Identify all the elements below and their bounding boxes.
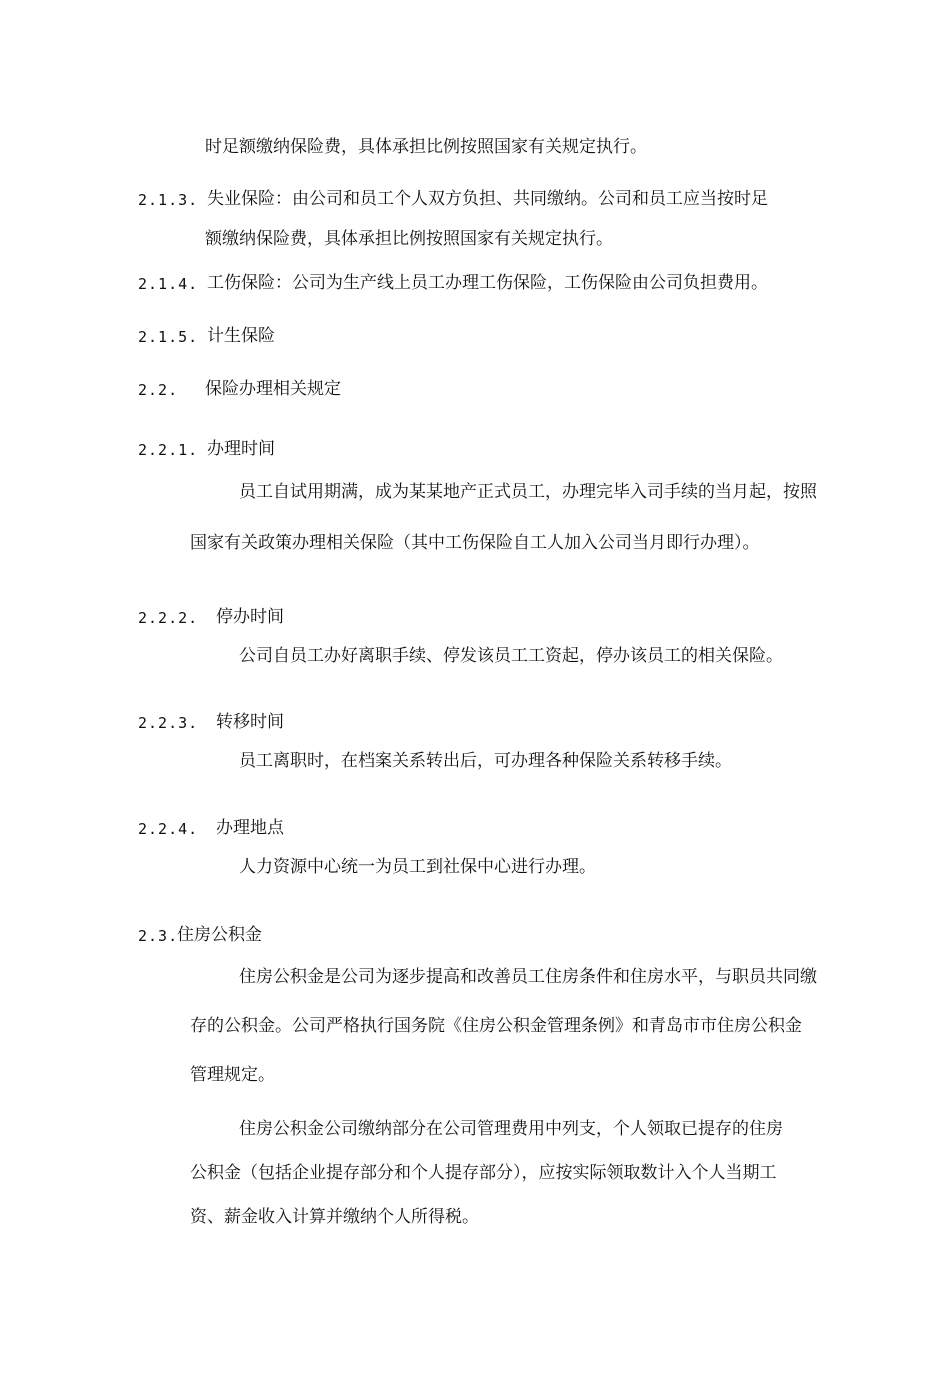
paragraph-line: 住房公积金是公司为逐步提高和改善员工住房条件和住房水平，与职员共同缴 (239, 967, 817, 987)
section-number: 2.3. (138, 927, 179, 945)
paragraph-line: 公积金（包括企业提存部分和个人提存部分），应按实际领取数计入个人当期工 (190, 1163, 777, 1183)
paragraph-line: 资、薪金收入计算并缴纳个人所得税。 (190, 1207, 479, 1227)
section-number: 2.2.1. (138, 441, 199, 459)
section-heading: 办理地点 (216, 818, 284, 838)
section-number: 2.1.3. (138, 191, 199, 209)
paragraph-line: 国家有关政策办理相关保险（其中工伤保险自工人加入公司当月即行办理）。 (190, 533, 760, 553)
paragraph-line: 人力资源中心统一为员工到社保中心进行办理。 (239, 857, 596, 877)
paragraph-line: 员工自试用期满，成为某某地产正式员工，办理完毕入司手续的当月起，按照 (239, 482, 817, 502)
paragraph-line: 住房公积金公司缴纳部分在公司管理费用中列支，个人领取已提存的住房 (239, 1119, 783, 1139)
section-number: 2.2. (138, 381, 179, 399)
paragraph-line: 公司自员工办好离职手续、停发该员工工资起，停办该员工的相关保险。 (239, 646, 783, 666)
paragraph-line: 额缴纳保险费，具体承担比例按照国家有关规定执行。 (205, 229, 613, 249)
section-heading: 转移时间 (216, 712, 284, 732)
section-number: 2.2.3. (138, 714, 199, 732)
section-heading: 停办时间 (216, 607, 284, 627)
section-heading: 计生保险 (207, 326, 275, 346)
section-heading: 住房公积金 (177, 925, 262, 945)
section-number: 2.2.2. (138, 609, 199, 627)
paragraph-line: 时足额缴纳保险费，具体承担比例按照国家有关规定执行。 (205, 137, 647, 157)
paragraph-line: 管理规定。 (190, 1065, 275, 1085)
paragraph-line: 存的公积金。公司严格执行国务院《住房公积金管理条例》和青岛市市住房公积金 (190, 1016, 802, 1036)
section-number: 2.2.4. (138, 820, 199, 838)
section-number: 2.1.5. (138, 328, 199, 346)
section-heading: 保险办理相关规定 (205, 379, 341, 399)
paragraph-line: 失业保险：由公司和员工个人双方负担、共同缴纳。公司和员工应当按时足 (207, 189, 768, 209)
paragraph-line: 工伤保险：公司为生产线上员工办理工伤保险，工伤保险由公司负担费用。 (207, 273, 768, 293)
section-number: 2.1.4. (138, 275, 199, 293)
paragraph-line: 员工离职时，在档案关系转出后，可办理各种保险关系转移手续。 (239, 751, 732, 771)
section-heading: 办理时间 (207, 439, 275, 459)
